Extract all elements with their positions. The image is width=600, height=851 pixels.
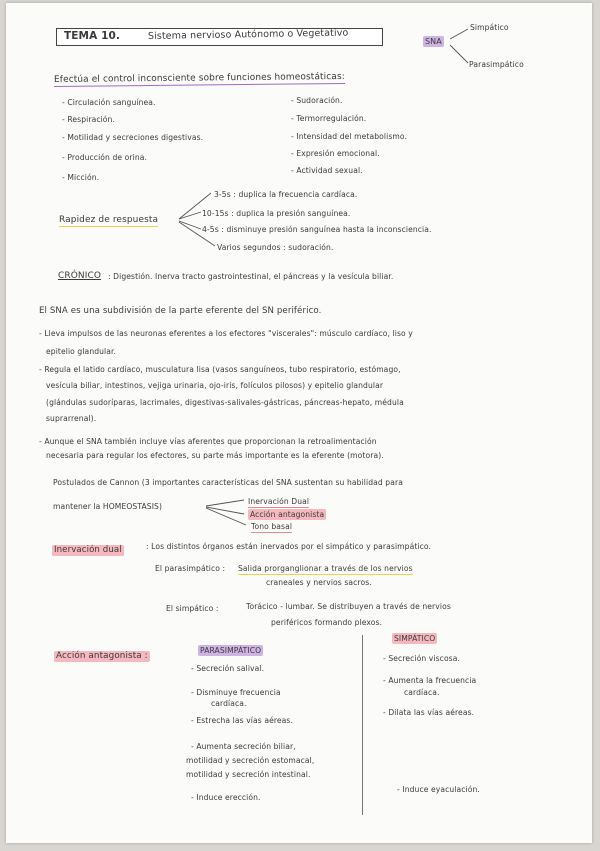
sna-branch-down xyxy=(450,45,468,63)
control-right-item: - Sudoración. xyxy=(291,96,343,105)
para-item: - Disminuye frecuencia xyxy=(191,688,281,697)
control-left-item: - Motilidad y secreciones digestivas. xyxy=(62,133,204,142)
control-left-item: - Respiración. xyxy=(62,115,115,124)
simp-item: - Secreción viscosa. xyxy=(383,654,461,663)
postulados-line: mantener la HOMEOSTASIS) xyxy=(53,502,163,511)
para-item: - Induce erección. xyxy=(191,793,261,802)
simpatico-label: El simpático : xyxy=(166,604,219,613)
accion-label: Acción antagonista : xyxy=(56,651,148,661)
inervacion-text: : Los distintos órganos están inervados por el simpático y parasimpático. xyxy=(146,542,432,551)
simpatico-text: periféricos formando plexos. xyxy=(271,618,383,627)
simp-item: - Aumenta la frecuencia xyxy=(383,676,477,685)
parasimpatico-text: Salida prorganglionar a través de los nervios xyxy=(238,564,413,573)
postulados-line: Postulados de Cannon (3 importantes características del SNA sustentan su habilidad para xyxy=(53,478,403,487)
postulado-arrow-1 xyxy=(206,500,244,506)
sna-bullet-line: - Regula el latido cardíaco, musculatura lisa (vasos sanguíneos, tubo respiratorio, estómago, xyxy=(39,365,401,374)
postulado-item: Tono basal xyxy=(251,522,293,531)
control-right-item: - Actividad sexual. xyxy=(291,166,363,175)
control-left-item: - Micción. xyxy=(62,173,100,182)
sna-bullet-line: - Lleva impulsos de las neuronas eferentes a los efectores "viscerales": músculo cardíaco, liso y xyxy=(39,329,413,338)
topic-number: TEMA 10. xyxy=(64,30,120,42)
simp-item: cardíaca. xyxy=(404,688,440,697)
para-item: - Aumenta secreción biliar, xyxy=(191,742,296,751)
drawn-lines xyxy=(6,3,592,843)
postulado-item: Inervación Dual xyxy=(248,497,310,506)
postulado-item: Acción antagonista xyxy=(250,510,325,519)
parasimpatico-text: craneales y nervios sacros. xyxy=(266,578,372,587)
para-item: - Estrecha las vías aéreas. xyxy=(191,716,294,725)
para-item: - Secreción salival. xyxy=(191,664,265,673)
notes-page xyxy=(6,3,592,843)
cronico-text: : Digestión. Inerva tracto gastrointestinal, el páncreas y la vesícula biliar. xyxy=(108,272,394,281)
rapidez-fan-3 xyxy=(179,221,201,229)
rapidez-label: Rapidez de respuesta xyxy=(59,215,159,225)
para-item: cardíaca. xyxy=(211,699,247,708)
sna-label: SNA xyxy=(425,37,442,46)
sna-bullet-line: (glándulas sudoríparas, lacrimales, digestivas-salivales-gástricas, páncreas-hepato, médula xyxy=(46,398,404,407)
rapidez-item: 10-15s : duplica la presión sanguínea. xyxy=(202,209,351,218)
control-right-item: - Termorregulación. xyxy=(291,114,367,123)
sna-branch-up xyxy=(450,29,468,39)
simpatico-title: SIMPÁTICO xyxy=(394,634,436,643)
rapidez-fan-2 xyxy=(179,212,201,219)
cronico-label: CRÓNICO xyxy=(58,271,102,281)
control-right-item: - Expresión emocional. xyxy=(291,149,380,158)
parasimpatico-title: PARASIMPÁTICO xyxy=(200,646,262,655)
topic-title: Sistema nervioso Autónomo o Vegetativo xyxy=(147,27,349,42)
simpatico-text: Torácico - lumbar. Se distribuyen a través de nervios xyxy=(246,602,451,611)
rapidez-fan-4 xyxy=(179,222,215,246)
parasimpatico-label: El parasimpático : xyxy=(155,564,226,573)
sna-bullet-line: epitelio glandular. xyxy=(46,347,117,356)
control-heading: Efectúa el control inconsciente sobre funciones homeostáticas: xyxy=(53,71,345,85)
rapidez-item: 4-5s : disminuye presión sanguínea hasta la inconsciencia. xyxy=(202,225,432,234)
para-item: motilidad y secreción intestinal. xyxy=(186,770,311,779)
sna-simpatico: Simpático xyxy=(470,23,509,32)
sna-bullet-line: necesaria para regular los efectores, su parte más importante es la eferente (motora). xyxy=(46,451,384,460)
simp-item: - Dilata las vías aéreas. xyxy=(383,708,475,717)
inervacion-label: Inervación dual xyxy=(54,545,122,555)
rapidez-item: Varios segundos : sudoración. xyxy=(217,243,334,252)
sna-bullet-line: - Aunque el SNA también incluye vías aferentes que proporcionan la retroalimentación xyxy=(39,437,377,446)
sna-bullet-line: vesícula biliar, intestinos, vejiga urinaria, ojo-iris, folículos pilosos) y epitelio glandular xyxy=(46,381,384,390)
control-right-item: - Intensidad del metabolismo. xyxy=(291,132,408,141)
para-item: motilidad y secreción estomacal, xyxy=(186,756,315,765)
sna-bullet-line: suprarrenal). xyxy=(46,414,97,423)
simp-item: - Induce eyaculación. xyxy=(397,785,480,794)
sna-definition: El SNA es una subdivisión de la parte eferente del SN periférico. xyxy=(39,306,322,316)
control-left-item: - Producción de orina. xyxy=(62,153,148,162)
sna-parasimpatico: Parasimpático xyxy=(469,60,524,69)
control-left-item: - Circulación sanguínea. xyxy=(62,98,156,107)
rapidez-fan-1 xyxy=(179,193,211,219)
rapidez-item: 3-5s : duplica la frecuencia cardíaca. xyxy=(214,190,358,199)
